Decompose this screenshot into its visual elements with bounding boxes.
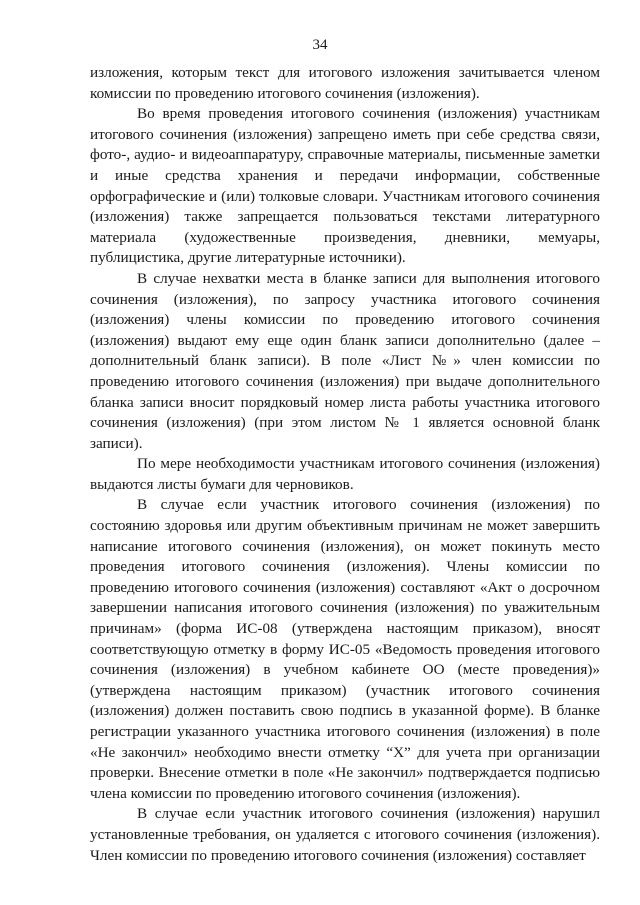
- paragraph-removal: В случае если участник итогового сочинения (изложения) нарушил установленные требования, он удаляется с итогового сочинения (изложения). Член комиссии по проведению итогового сочинения (изложения) составляет: [90, 805, 600, 864]
- paragraph-prohibited-items: Во время проведения итогового сочинения (изложения) участникам итогового сочинения (изложения) запрещено иметь при себе средства связи, фото-, аудио- и видеоаппаратуру, справочные материалы, письменные заметки и иные средства хранения и передачи информации, собственные орфографические и (или) толковые словари. Участникам итогового сочинения (изложения) также запрещается пользоваться текстами литературного материала (художественные произведения, дневники, мемуары, публицистика, другие литературные источники).: [90, 105, 600, 267]
- page-number: 34: [312, 37, 328, 53]
- document-body: [90, 63, 600, 866]
- paragraph-draft-sheets: По мере необходимости участникам итогового сочинения (изложения) выдаются листы бумаги для черновиков.: [90, 455, 600, 493]
- paragraph-continuation: изложения, которым текст для итогового изложения зачитывается членом комиссии по проведению итогового сочинения (изложения).: [90, 64, 600, 102]
- paragraph-early-completion: В случае если участник итогового сочинения (изложения) по состоянию здоровья или другим объективным причинам не может завершить написание итогового сочинения (изложения), он может покинуть место проведения итогового сочинения (изложения). Члены комиссии по проведению итогового сочинения (изложения) составляют «Акт о досрочном завершении написания итогового сочинения (изложения) по уважительным причинам» (форма ИС-08 (утверждена настоящим приказом), вносят соответствующую отметку в форму ИС-05 «Ведомость проведения итогового сочинения (изложения) в учебном кабинете ОО (месте проведения)» (утверждена настоящим приказом) (участник итогового сочинения (изложения) должен поставить свою подпись в указанной форме). В бланке регистрации указанного участника итогового сочинения (изложения) в поле «Не закончил» необходимо внести отметку “X” для учета при организации проверки. Внесение отметки в поле «Не закончил» подтверждается подписью члена комиссии по проведению итогового сочинения (изложения).: [90, 496, 600, 802]
- paragraph-additional-form: В случае нехватки места в бланке записи для выполнения итогового сочинения (изложения), по запросу участника итогового сочинения (изложения) члены комиссии по проведению итогового сочинения (изложения) выдают ему еще один бланк записи дополнительно (далее – дополнительный бланк записи). В поле «Лист №» член комиссии по проведению итогового сочинения (изложения) при выдаче дополнительного бланка записи вносит порядковый номер листа работы участника итогового сочинения (изложения) (при этом листом № 1 является основной бланк записи).: [90, 269, 600, 452]
